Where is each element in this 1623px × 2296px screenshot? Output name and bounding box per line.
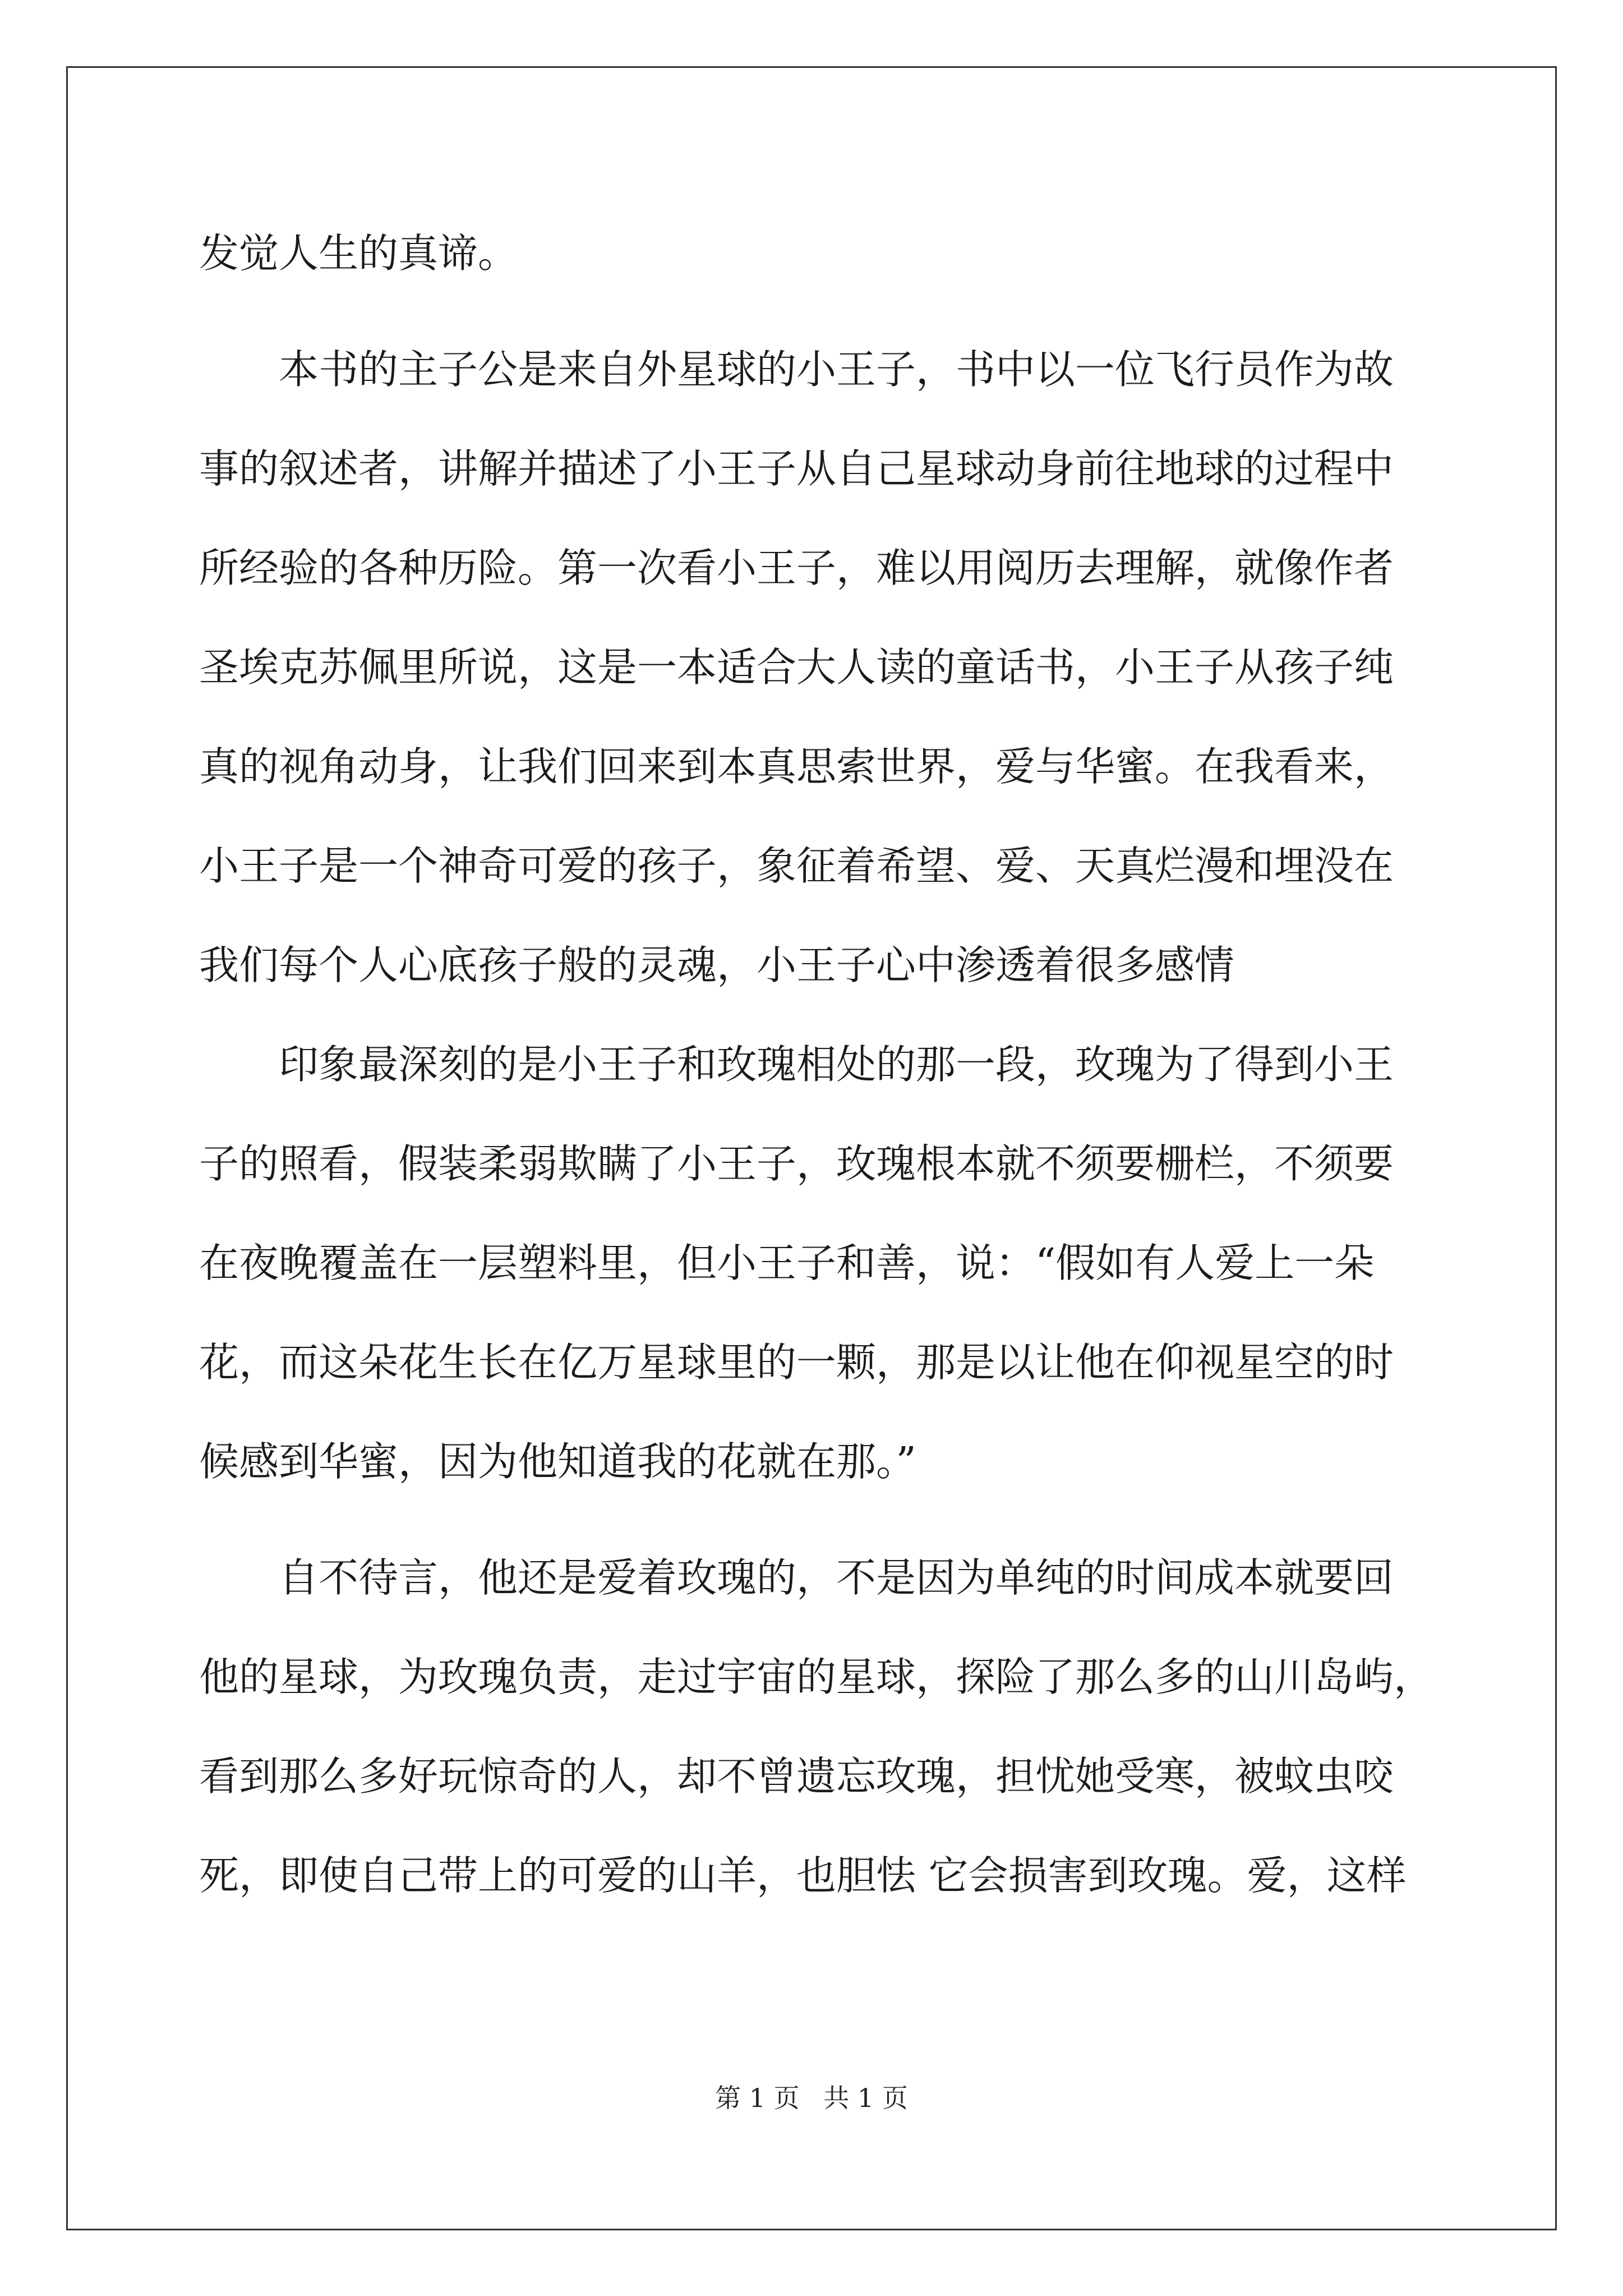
document-body: [199, 204, 1433, 1925]
text-line: 圣埃克苏佩里所说，这是一本适合大人读的童话书，小王子从孩子纯: [199, 644, 1394, 691]
text-line: 小王子是一个神奇可爱的孩子，象征着希望、爱、天真烂漫和埋没在: [199, 843, 1394, 889]
page-total: 共 1 页: [823, 2083, 908, 2113]
paragraph-gap: [199, 1511, 1433, 1528]
page-footer: [0, 2081, 1623, 2115]
paragraph-gap: [199, 303, 1433, 320]
text-line: 我们每个人心底孩子般的灵魂，小王子心中渗透着很多感情: [199, 942, 1235, 988]
text-line: 他的星球，为玫瑰负责，走过宇宙的星球，探险了那么多的山川岛屿，: [199, 1654, 1434, 1700]
text-line: 印象最深刻的是小王子和玫瑰相处的那一段，玫瑰为了得到小王: [199, 1041, 1394, 1088]
text-line: 事的叙述者，讲解并描述了小王子从自己星球动身前往地球的过程中: [199, 445, 1394, 492]
text-line: 死，即使自己带上的可爱的山羊，也胆怯 它会损害到玫瑰。爱，这样: [199, 1852, 1407, 1899]
text-line: 在夜晚覆盖在一层塑料里，但小王子和善，说：“假如有人爱上一朵: [199, 1240, 1375, 1286]
text-line: 自不待言，他还是爱着玫瑰的，不是因为单纯的时间成本就要回: [199, 1554, 1394, 1601]
page-number: 第 1 页: [715, 2083, 800, 2113]
text-line: 花，而这朵花生长在亿万星球里的一颗，那是以让他在仰视星空的时: [199, 1339, 1394, 1386]
text-line: 真的视角动身，让我们回来到本真思索世界，爱与华蜜。在我看来，: [199, 743, 1394, 790]
text-line: 本书的主子公是来自外星球的小王子，书中以一位飞行员作为故: [199, 346, 1394, 393]
text-line: 看到那么多好玩惊奇的人，却不曾遗忘玫瑰，担忧她受寒，被蚊虫咬: [199, 1753, 1394, 1800]
text-line: 子的照看，假装柔弱欺瞒了小王子，玫瑰根本就不须要栅栏，不须要: [199, 1140, 1394, 1187]
text-line: 候感到华蜜，因为他知道我的花就在那。”: [199, 1438, 916, 1485]
text-line: 所经验的各种历险。第一次看小王子，难以用阅历去理解，就像作者: [199, 545, 1394, 591]
text-line: 发觉人生的真谛。: [199, 230, 518, 277]
